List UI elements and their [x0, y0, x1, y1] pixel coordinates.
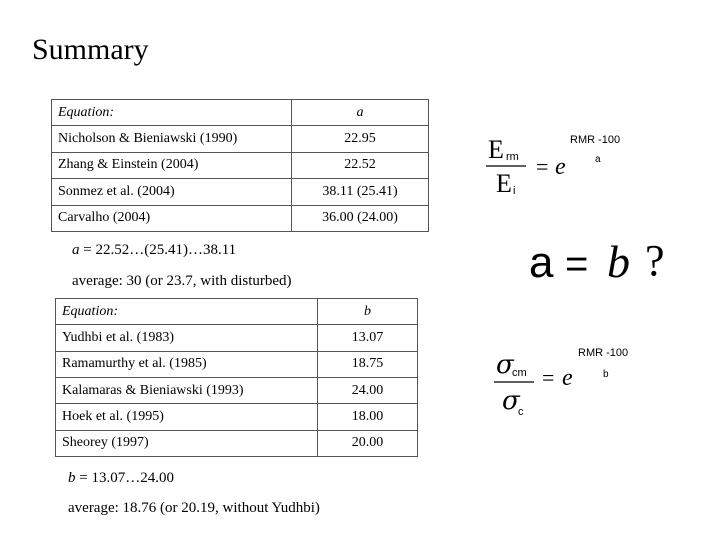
- formula-sigma-denominator: σ: [502, 386, 520, 416]
- row-value: 22.52: [292, 152, 429, 178]
- row-value: 38.11 (25.41): [292, 179, 429, 205]
- table-row: [56, 351, 418, 377]
- formula-sigma-exponent-top: RMR -100: [578, 347, 629, 359]
- formula-erm-denominator: E: [496, 169, 512, 198]
- formula-erm-exponent-bottom: a: [595, 154, 601, 165]
- header-equation: Equation:: [56, 299, 318, 325]
- table-header-row: [56, 299, 418, 325]
- formula-a-equals-b: [525, 225, 685, 295]
- formula-ab-question: ?: [645, 236, 665, 285]
- row-author: Yudhbi et al. (1983): [56, 325, 318, 351]
- row-author: Nicholson & Bieniawski (1990): [52, 126, 292, 152]
- a-range-text: = 22.52…(25.41)…38.11: [83, 242, 237, 258]
- formula-sigma-base: e: [562, 365, 573, 391]
- formula-erm-denominator-sub: i: [513, 185, 516, 197]
- b-variable: b: [68, 470, 76, 486]
- formula-erm-numerator: E: [488, 135, 504, 164]
- table-row: [52, 179, 429, 205]
- row-value: 22.95: [292, 126, 429, 152]
- row-value: 13.07: [318, 325, 418, 351]
- table-row: [56, 404, 418, 430]
- row-value: 20.00: [318, 430, 418, 456]
- table-row: [56, 430, 418, 456]
- row-author: Sheorey (1997): [56, 430, 318, 456]
- row-author: Hoek et al. (1995): [56, 404, 318, 430]
- formula-erm-numerator-sub: rm: [506, 151, 519, 163]
- table-row: [52, 152, 429, 178]
- row-author: Sonmez et al. (2004): [52, 179, 292, 205]
- header-equation: Equation:: [52, 100, 292, 126]
- row-value: 36.00 (24.00): [292, 205, 429, 231]
- row-author: Ramamurthy et al. (1985): [56, 351, 318, 377]
- table-row: [52, 126, 429, 152]
- formula-sigma-numerator-sub: cm: [512, 367, 527, 379]
- row-author: Kalamaras & Bieniawski (1993): [56, 377, 318, 403]
- b-average-note: average: 18.76 (or 20.19, without Yudhbi): [68, 500, 320, 516]
- formula-ab-right: b: [607, 236, 630, 287]
- row-author: Carvalho (2004): [52, 205, 292, 231]
- header-value: b: [318, 299, 418, 325]
- formula-erm-base: e: [555, 154, 566, 180]
- formula-ab-equals: =: [565, 242, 589, 286]
- a-range-note: [72, 242, 236, 259]
- table-row: [56, 325, 418, 351]
- formula-sigma-equals: =: [542, 365, 555, 390]
- formula-erm-equals: =: [536, 154, 549, 179]
- a-variable: a: [72, 242, 80, 258]
- row-value: 18.75: [318, 351, 418, 377]
- row-value: 18.00: [318, 404, 418, 430]
- page-title: Summary: [32, 33, 149, 66]
- row-value: 24.00: [318, 377, 418, 403]
- formula-sigma-numerator: σ: [496, 350, 514, 380]
- formula-sigma-ratio: [490, 343, 660, 423]
- table-a: [51, 99, 429, 232]
- formula-sigma-denominator-sub: c: [518, 406, 524, 418]
- table-row: [52, 205, 429, 231]
- formula-sigma-exponent-bottom: b: [603, 369, 609, 380]
- table-row: [56, 377, 418, 403]
- formula-ab-left: a: [529, 238, 554, 287]
- table-header-row: [52, 100, 429, 126]
- header-value: a: [292, 100, 429, 126]
- a-average-note: average: 30 (or 23.7, with disturbed): [72, 273, 292, 289]
- table-b: [55, 298, 418, 457]
- b-range-text: = 13.07…24.00: [79, 470, 174, 486]
- b-range-note: [68, 470, 174, 487]
- formula-erm-ratio: [480, 128, 640, 204]
- formula-erm-exponent-top: RMR -100: [570, 134, 621, 146]
- row-author: Zhang & Einstein (2004): [52, 152, 292, 178]
